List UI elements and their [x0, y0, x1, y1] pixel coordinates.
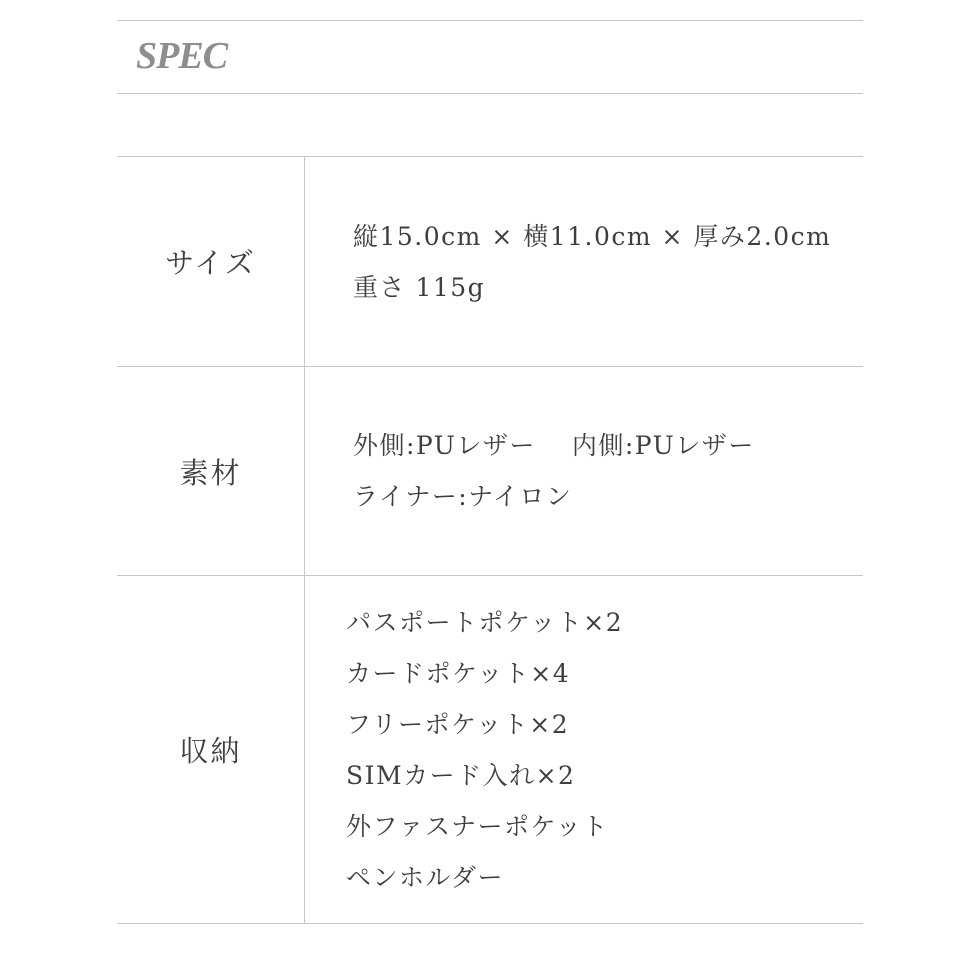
size-weight: 重さ 115g — [353, 272, 486, 302]
material-liner: ライナー:ナイロン — [353, 482, 573, 511]
size-label: サイズ — [117, 157, 305, 366]
spec-header — [117, 20, 863, 94]
size-value — [305, 157, 863, 366]
material-outer-inner: 外側:PUレザー 内側:PUレザー — [353, 431, 755, 460]
spec-row-material — [117, 367, 863, 576]
size-dimensions: 縦15.0cm × 横11.0cm × 厚み2.0cm — [353, 221, 832, 251]
storage-item: フリーポケット×2 — [346, 709, 570, 739]
material-value — [305, 367, 863, 575]
spec-title: SPEC — [136, 35, 228, 77]
storage-label: 収納 — [117, 576, 305, 923]
storage-item: パスポートポケット×2 — [346, 607, 624, 637]
spec-table — [117, 156, 863, 924]
storage-item: カードポケット×4 — [346, 658, 571, 688]
spec-row-storage — [117, 576, 863, 924]
spec-row-size — [117, 157, 863, 367]
storage-item: ペンホルダー — [346, 862, 505, 892]
storage-value — [305, 576, 863, 923]
storage-item: 外ファスナーポケット — [346, 811, 609, 841]
material-label: 素材 — [117, 367, 305, 575]
storage-item: SIMカード入れ×2 — [346, 760, 576, 790]
